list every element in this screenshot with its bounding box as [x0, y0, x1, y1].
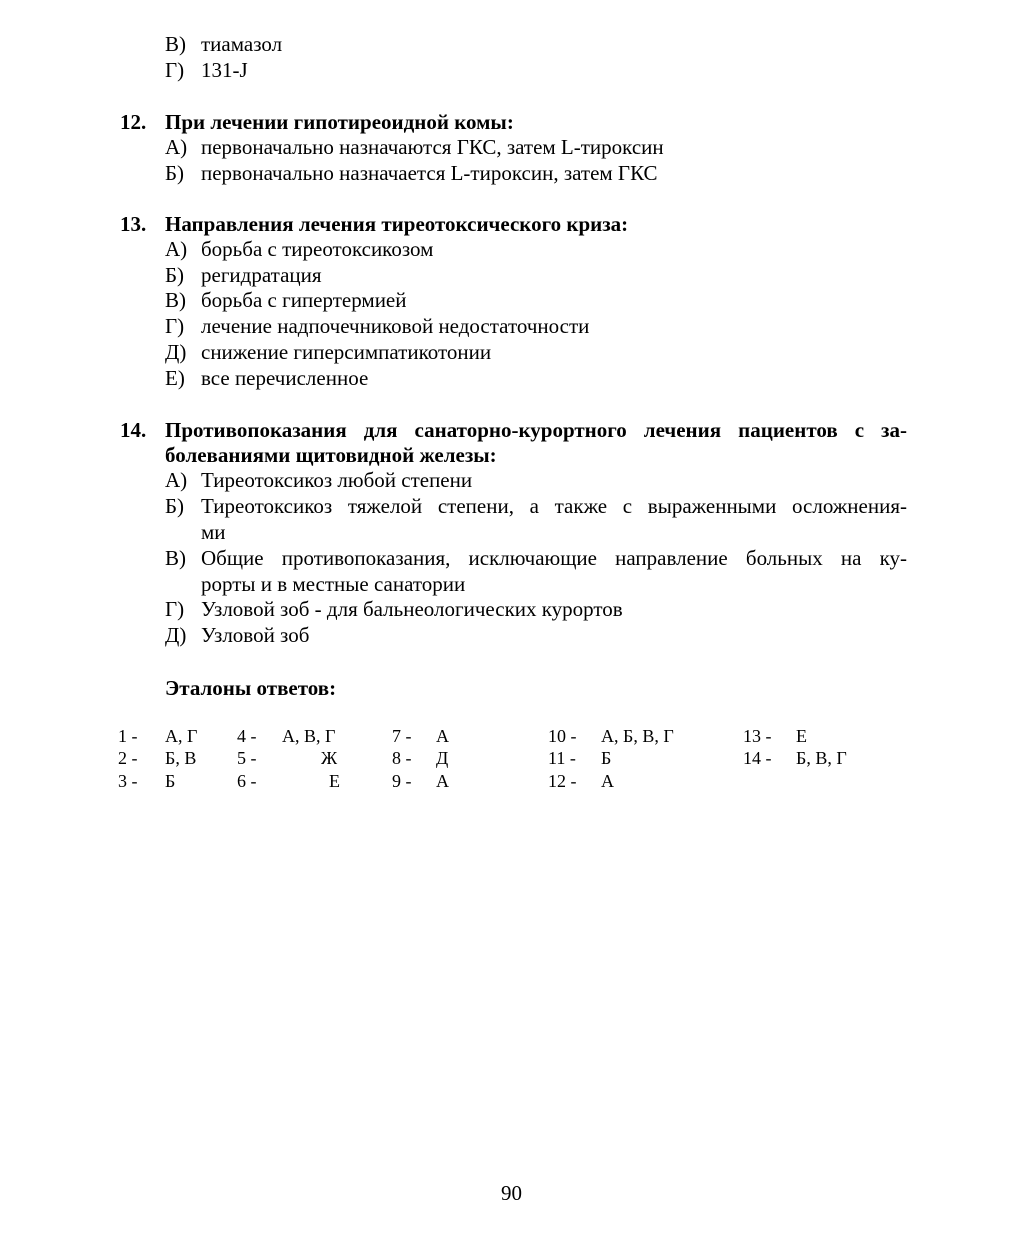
option-v-prev [165, 31, 907, 57]
question-text: Направления лечения тиреотоксического криза: [165, 212, 629, 236]
question-13-option-b [165, 262, 907, 288]
answer-value: А, Г [165, 726, 198, 746]
page-number: 90 [501, 1181, 522, 1205]
option-letter: Д) [165, 623, 187, 647]
answer-value: Б [601, 748, 612, 768]
option-text: Тиреотоксикоз любой степени [201, 468, 473, 492]
answer-value: А [601, 771, 614, 791]
answer-number: 7 - [392, 726, 412, 746]
question-14-option-b [165, 493, 907, 519]
option-text-line2: рорты и в местные санатории [201, 572, 466, 596]
question-text-line1: Противопоказания для санаторно-курортного лечения пациентов с за- [165, 418, 907, 442]
option-text: первоначально назначаются ГКС, затем L-тироксин [201, 135, 664, 159]
question-14-option-b-cont [165, 519, 907, 545]
answer-value: Е [796, 726, 807, 746]
answer-value: Д [436, 748, 449, 768]
option-text: борьба с тиреотоксикозом [201, 237, 434, 261]
answer-value: А, Б, В, Г [601, 726, 674, 746]
answer-value: Ж [321, 748, 338, 768]
question-number: 14. [120, 418, 147, 442]
option-letter: А) [165, 237, 188, 261]
option-letter: Б) [165, 494, 185, 518]
option-text-line1: Тиреотоксикоз тяжелой степени, а также с выраженными осложнения- [201, 494, 907, 518]
answer-value: Б, В [165, 748, 197, 768]
question-14-title-cont [120, 442, 907, 468]
option-text: тиамазол [201, 32, 283, 56]
answer-number: 14 - [743, 748, 772, 768]
option-letter: Г) [165, 58, 185, 82]
question-12-option-b [165, 160, 907, 186]
option-letter: Е) [165, 366, 185, 390]
answer-value: Е [329, 771, 340, 791]
answer-number: 11 - [548, 748, 576, 768]
answer-number: 2 - [118, 748, 138, 768]
question-12-title [120, 109, 907, 135]
option-letter: Б) [165, 161, 185, 185]
option-text: 131-J [201, 58, 248, 82]
answer-number: 8 - [392, 748, 412, 768]
answer-value: А [436, 726, 449, 746]
question-12-option-a [165, 134, 907, 160]
option-text: снижение гиперсимпатикотонии [201, 340, 492, 364]
option-text-line2: ми [201, 520, 226, 544]
option-text: все перечисленное [201, 366, 369, 390]
question-14-option-a [165, 467, 907, 493]
option-text: Узловой зоб - для бальнеологических курортов [201, 597, 623, 621]
question-13-title [120, 211, 907, 237]
answer-number: 9 - [392, 771, 412, 791]
option-letter: Д) [165, 340, 187, 364]
option-text: лечение надпочечниковой недостаточности [201, 314, 590, 338]
option-letter: Г) [165, 597, 185, 621]
question-13-option-d [165, 339, 907, 365]
option-letter: В) [165, 546, 186, 570]
question-14-title [120, 417, 907, 443]
option-letter: Г) [165, 314, 185, 338]
question-text: При лечении гипотиреоидной комы: [165, 110, 514, 134]
question-14-option-g [165, 596, 907, 622]
question-text-line2: болеваниями щитовидной железы: [165, 443, 497, 467]
answer-number: 10 - [548, 726, 577, 746]
question-13-option-e [165, 365, 907, 391]
option-text: Узловой зоб [201, 623, 310, 647]
option-g-prev [165, 57, 907, 83]
answer-number: 4 - [237, 726, 257, 746]
option-letter: А) [165, 135, 188, 159]
answer-number: 6 - [237, 771, 257, 791]
answers-heading: Эталоны ответов: [165, 676, 337, 700]
option-letter: В) [165, 288, 186, 312]
question-number: 13. [120, 212, 147, 236]
question-14-option-d [165, 622, 907, 648]
option-letter: А) [165, 468, 188, 492]
option-text-line1: Общие противопоказания, исключающие направление больных на ку- [201, 546, 907, 570]
option-text: борьба с гипертермией [201, 288, 407, 312]
option-text: первоначально назначается L-тироксин, затем ГКС [201, 161, 658, 185]
answer-number: 13 - [743, 726, 772, 746]
question-14-option-v-cont [165, 571, 907, 597]
answer-value: А, В, Г [282, 726, 336, 746]
option-letter: В) [165, 32, 186, 56]
answer-value: Б [165, 771, 176, 791]
question-number: 12. [120, 110, 147, 134]
answer-number: 12 - [548, 771, 577, 791]
option-text: регидратация [201, 263, 322, 287]
answer-value: А [436, 771, 449, 791]
question-14-option-v [165, 545, 907, 571]
answer-number: 3 - [118, 771, 138, 791]
question-13-option-a [165, 236, 907, 262]
answer-number: 1 - [118, 726, 138, 746]
answer-number: 5 - [237, 748, 257, 768]
question-13-option-v [165, 287, 907, 313]
question-13-option-g [165, 313, 907, 339]
option-letter: Б) [165, 263, 185, 287]
answer-value: Б, В, Г [796, 748, 847, 768]
